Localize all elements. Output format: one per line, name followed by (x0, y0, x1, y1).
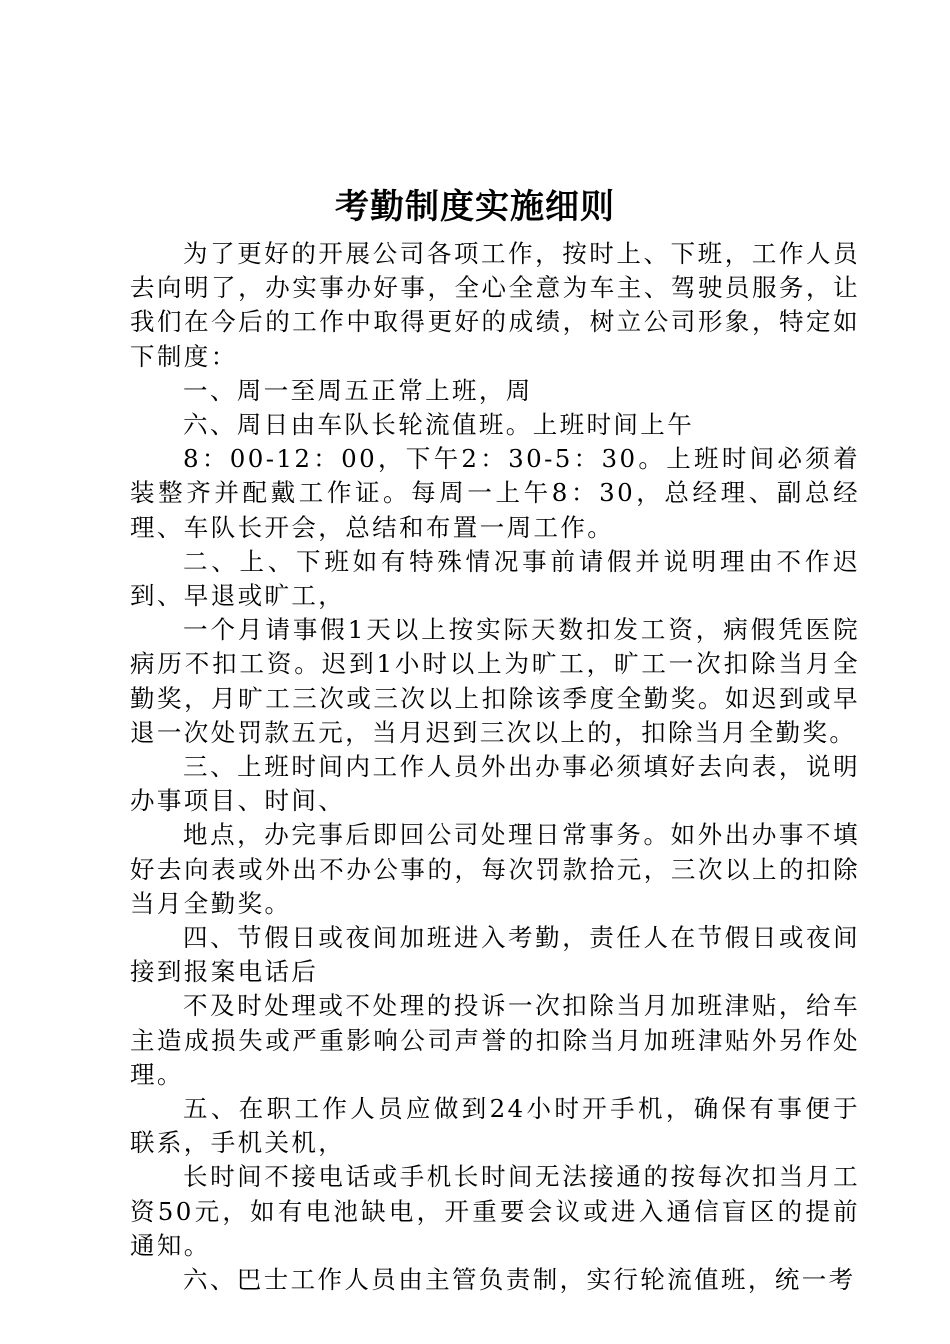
paragraph-rule-2: 二、上、下班如有特殊情况事前请假并说明理由不作迟到、早退或旷工， (130, 546, 860, 611)
paragraph-rule-5: 五、在职工作人员应做到24小时开手机，确保有事便于联系，手机关机， (130, 1094, 860, 1158)
paragraph-rule-6-bus: 六、巴士工作人员由主管负责制，实行轮流值班，统一考 (183, 1265, 856, 1295)
paragraph-rule-6-weekend: 六、周日由车队长轮流值班。上班时间上午 (183, 410, 695, 440)
document-body (130, 237, 860, 1297)
paragraph-work-hours: 8：00-12：00，下午2：30-5：30。上班时间必须着装整齐并配戴工作证。每周一上午8：30，总经理、副总经理、车队长开会，总结和布置一周工作。 (130, 444, 860, 542)
paragraph-overtime-policy: 不及时处理或不处理的投诉一次扣除当月加班津贴，给车主造成损失或严重影响公司声誉的扣除当月加班津贴外另作处理。 (130, 991, 860, 1089)
paragraph-rule-3: 三、上班时间内工作人员外出办事必须填好去向表，说明办事项目、时间、 (130, 752, 860, 816)
paragraph-phone-policy: 长时间不接电话或手机长时间无法接通的按每次扣当月工资50元，如有电池缺电，开重要会议或进入通信盲区的提前通知。 (130, 1162, 860, 1260)
paragraph-leave-policy: 一个月请事假1天以上按实际天数扣发工资，病假凭医院病历不扣工资。迟到1小时以上为旷工，旷工一次扣除当月全勤奖，月旷工三次或三次以上扣除该季度全勤奖。如迟到或早退一次处罚款五元，当月迟到三次以上的，扣除当月全勤奖。 (130, 615, 860, 747)
document-title: 考勤制度实施细则 (335, 187, 615, 227)
paragraph-outing-policy: 地点，办完事后即回公司处理日常事务。如外出办事不填好去向表或外出不办公事的，每次罚款拾元，三次以上的扣除当月全勤奖。 (130, 820, 860, 918)
paragraph-rule-4: 四、节假日或夜间加班进入考勤，责任人在节假日或夜间接到报案电话后 (130, 923, 860, 987)
paragraph-rule-1: 一、周一至周五正常上班，周 (183, 375, 533, 405)
paragraph-intro: 为了更好的开展公司各项工作，按时上、下班，工作人员去向明了，办实事办好事，全心全意为车主、驾驶员服务，让我们在今后的工作中取得更好的成绩，树立公司形象，特定如下制度： (130, 239, 860, 371)
